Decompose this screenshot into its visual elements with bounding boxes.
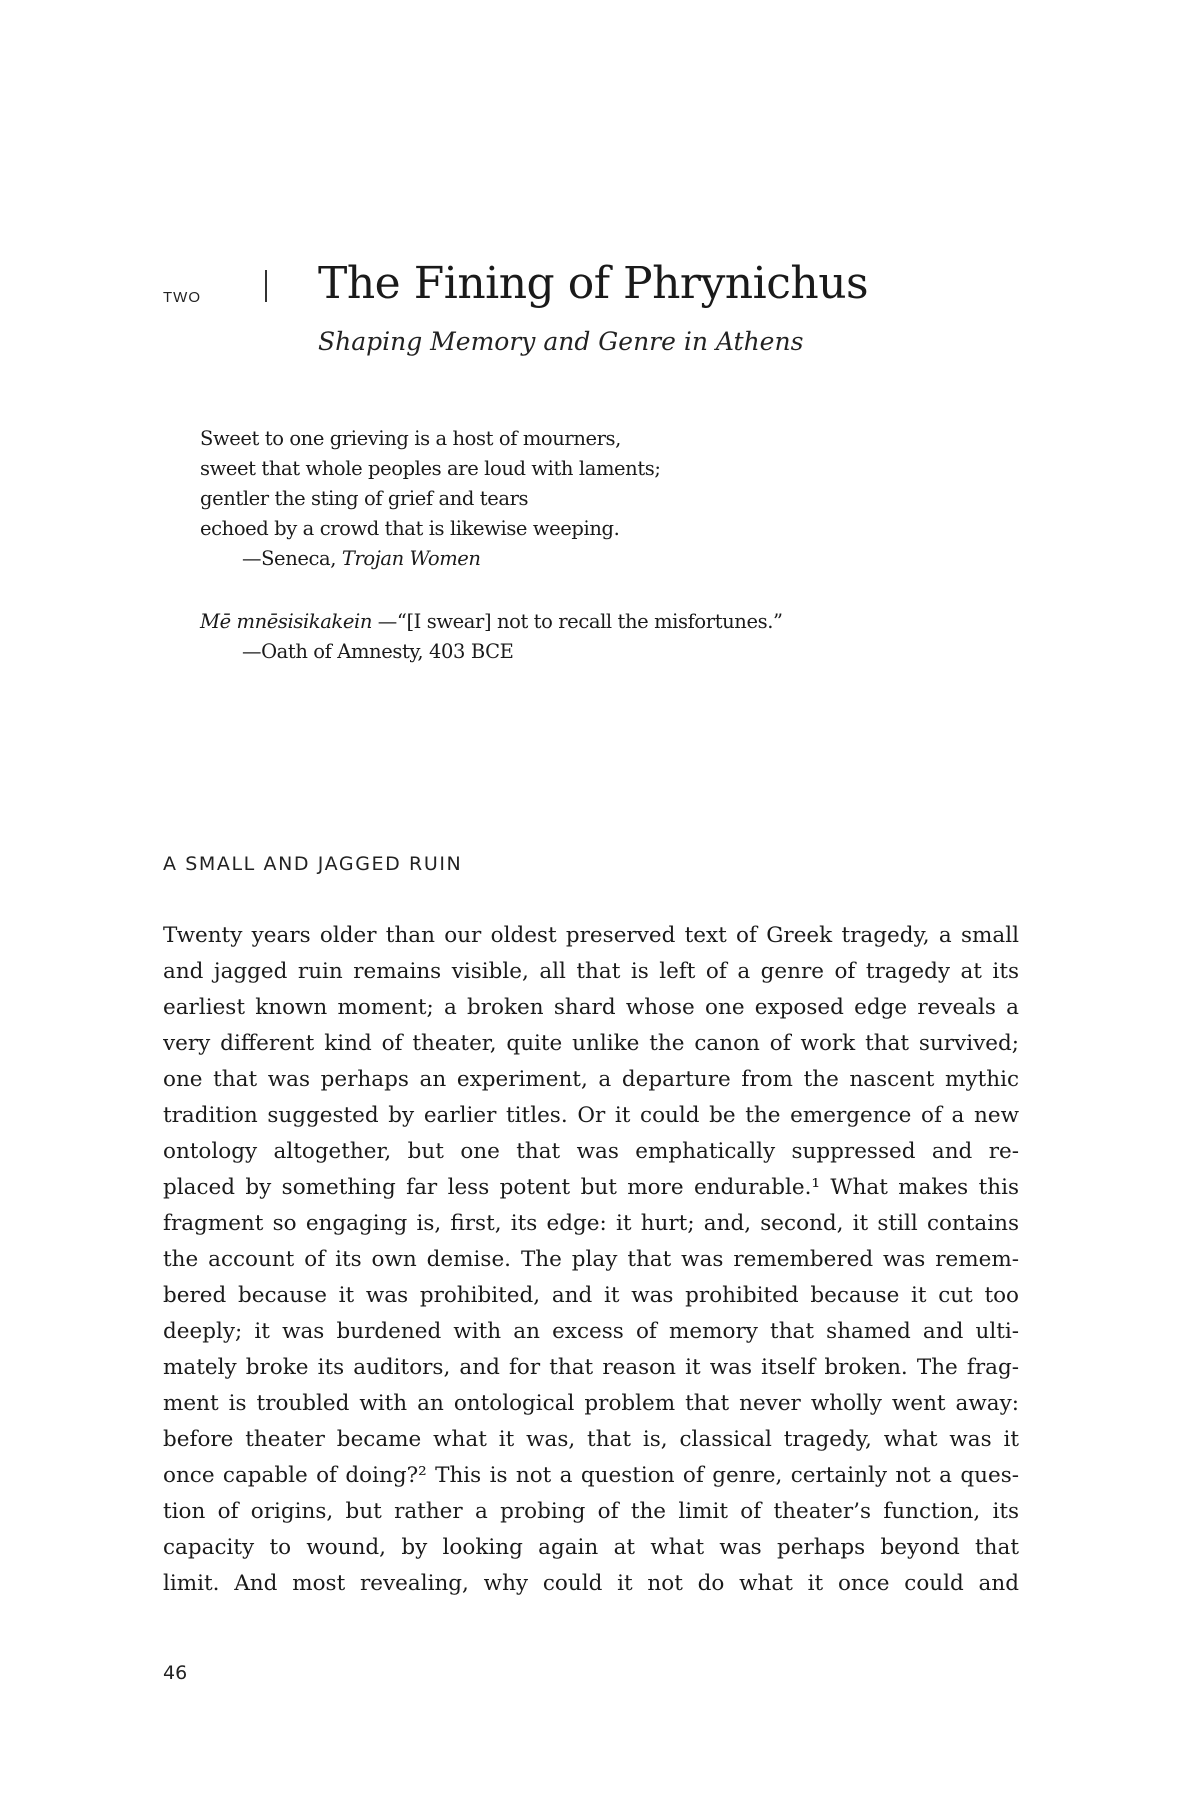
body-line: deeply; it was burdened with an excess of memory that shamed and ulti- bbox=[163, 1319, 1019, 1344]
body-line: earliest known moment; a broken shard whose one exposed edge reveals a bbox=[163, 995, 1019, 1020]
epigraph-oath bbox=[200, 607, 783, 667]
body-line: fragment so engaging is, first, its edge: it hurt; and, second, it still contains bbox=[163, 1211, 1019, 1236]
body-line: and jagged ruin remains visible, all that is left of a genre of tragedy at its bbox=[163, 959, 1019, 984]
epigraph-attribution bbox=[200, 544, 661, 574]
epigraph-attribution: —Oath of Amnesty, 403 BCE bbox=[242, 640, 514, 663]
page-number: 46 bbox=[163, 1662, 188, 1684]
body-line: the account of its own demise. The play that was remembered was remem- bbox=[163, 1247, 1019, 1272]
epigraph-translation: —“[I swear] not to recall the misfortunes.” bbox=[371, 610, 783, 633]
body-line: Twenty years older than our oldest preserved text of Greek tragedy, a small bbox=[163, 923, 1019, 948]
body-line: limit. And most revealing, why could it not do what it once could and bbox=[163, 1571, 1019, 1596]
epigraph-seneca bbox=[200, 424, 661, 574]
chapter-title: The Fining of Phrynichus bbox=[318, 258, 869, 309]
body-paragraph bbox=[163, 918, 1019, 1602]
epigraph-line: gentler the sting of grief and tears bbox=[200, 487, 529, 510]
body-line: very different kind of theater, quite unlike the canon of work that survived; bbox=[163, 1031, 1019, 1056]
body-line: mately broke its auditors, and for that reason it was itself broken. The frag- bbox=[163, 1355, 1019, 1380]
epigraph-line bbox=[200, 607, 783, 637]
body-line: once capable of doing?² This is not a question of genre, certainly not a ques- bbox=[163, 1463, 1019, 1488]
epigraph-line: sweet that whole peoples are loud with laments; bbox=[200, 457, 661, 480]
body-line: placed by something far less potent but more endurable.¹ What makes this bbox=[163, 1175, 1019, 1200]
body-line: ment is troubled with an ontological problem that never wholly went away: bbox=[163, 1391, 1019, 1416]
epigraph-greek-term: Mē mnēsisikakein bbox=[200, 610, 372, 633]
body-line: before theater became what it was, that is, classical tragedy, what was it bbox=[163, 1427, 1019, 1452]
body-line: bered because it was prohibited, and it was prohibited because it cut too bbox=[163, 1283, 1019, 1308]
body-line: tion of origins, but rather a probing of the limit of theater’s function, its bbox=[163, 1499, 1019, 1524]
chapter-number: two bbox=[163, 282, 201, 307]
body-line: ontology altogether, but one that was emphatically suppressed and re- bbox=[163, 1139, 1019, 1164]
attribution-author: —Seneca, bbox=[242, 547, 342, 570]
body-line: one that was perhaps an experiment, a departure from the nascent mythic bbox=[163, 1067, 1019, 1092]
epigraph-line: Sweet to one grieving is a host of mourners, bbox=[200, 427, 621, 450]
attribution-work: Trojan Women bbox=[341, 547, 481, 570]
body-line: tradition suggested by earlier titles. Or it could be the emergence of a new bbox=[163, 1103, 1019, 1128]
section-heading: A SMALL AND JAGGED RUIN bbox=[163, 853, 463, 875]
epigraph-line: echoed by a crowd that is likewise weeping. bbox=[200, 517, 620, 540]
chapter-subtitle: Shaping Memory and Genre in Athens bbox=[318, 327, 804, 356]
body-line: capacity to wound, by looking again at what was perhaps beyond that bbox=[163, 1535, 1019, 1560]
chapter-divider bbox=[265, 270, 267, 302]
